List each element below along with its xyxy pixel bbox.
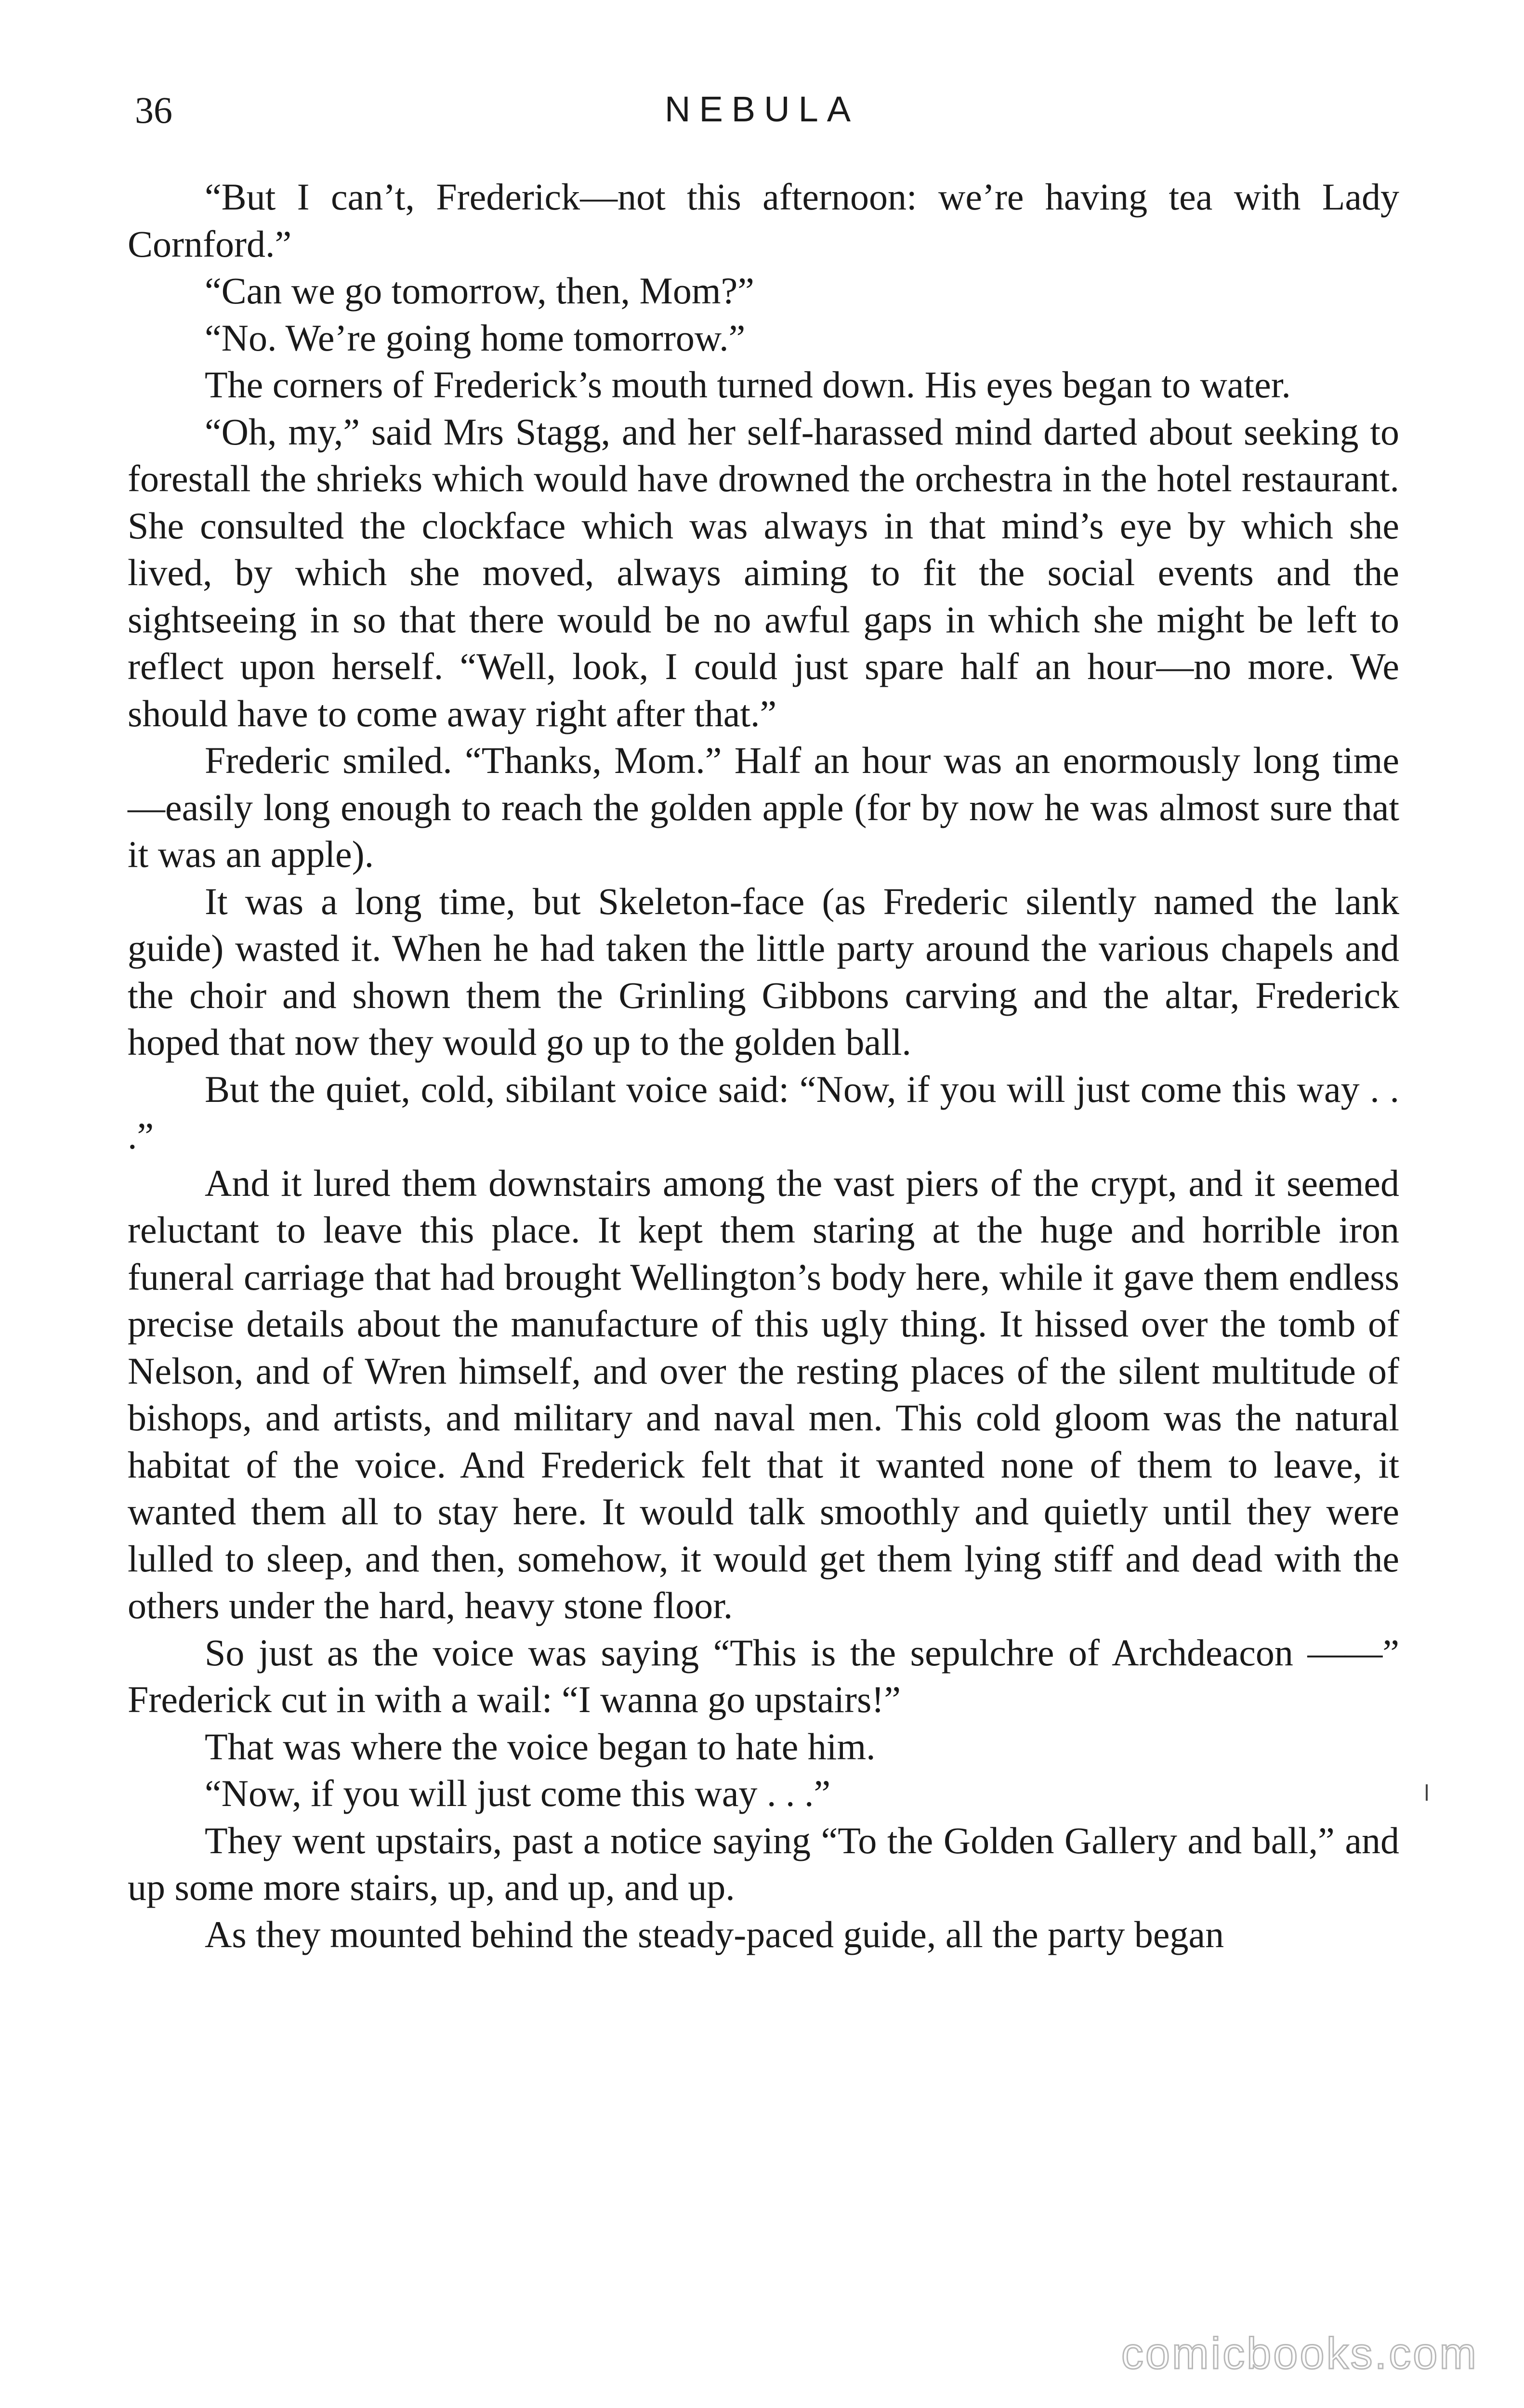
paragraph: “But I can’t, Frederick—not this afternoon: we’re having tea with Lady Cornford.” <box>128 176 1399 265</box>
paragraph: “Now, if you will just come this way . . .” <box>205 1772 831 1814</box>
paragraph: “No. We’re going home tomorrow.” <box>205 316 746 359</box>
paragraph: As they mounted behind the steady-paced guide, all the party began <box>205 1913 1224 1955</box>
paragraph: “Can we go tomorrow, then, Mom?” <box>205 270 754 312</box>
body-text <box>128 173 1399 1958</box>
paragraph: And it lured them downstairs among the vast piers of the crypt, and it seemed reluctant to leave this place. It kept them staring at the huge and horrible iron funeral carriage that had brought Wellington’s body here, while it gave them endless precise details about the manufacture of this ugly thing. It hissed over the tomb of Nelson, and of Wren himself, and over the resting places of the silent multitude of bishops, and artists, and military and naval men. This cold gloom was the natural habitat of the voice. And Frederick felt that it wanted none of them to leave, it wanted them all to stay here. It would talk smoothly and quietly until they were lulled to sleep, and then, somehow, it would get them lying stiff and dead with the others under the hard, heavy stone floor. <box>128 1162 1399 1626</box>
paragraph: Frederic smiled. “Thanks, Mom.” Half an hour was an enormously long time—easily long enough to reach the golden apple (for by now he was almost sure that it was an apple). <box>128 739 1399 875</box>
watermark-text: comicbooks.com <box>1121 2329 1478 2378</box>
paragraph: They went upstairs, past a notice saying “To the Golden Gallery and ball,” and up some more stairs, up, and up, and up. <box>128 1819 1399 1908</box>
paragraph: It was a long time, but Skeleton-face (as Frederic silently named the lank guide) wasted it. When he had taken the little party around the various chapels and the choir and shown them the Grinling Gibbons carving and the altar, Frederick hoped that now they would go up to the golden ball. <box>128 880 1399 1063</box>
paragraph: “Oh, my,” said Mrs Stagg, and her self-harassed mind darted about seeking to forestall the shrieks which would have drowned the orchestra in the hotel restaurant. She consulted the clockface which was always in that mind’s eye by which she lived, by which she moved, always aiming to fit the social events and the sightseeing in so that there would be no awful gaps in which she might be left to reflect upon herself. “Well, look, I could just spare half an hour—no more. We should have to come away right after that.” <box>128 410 1399 734</box>
paragraph: The corners of Frederick’s mouth turned down. His eyes began to water. <box>205 364 1291 406</box>
paragraph: That was where the voice began to hate him. <box>205 1725 876 1767</box>
page-number: 36 <box>135 89 172 131</box>
paragraph: So just as the voice was saying “This is the sepulchre of Archdeacon ——” Frederick cut in with a wail: “I wanna go upstairs!” <box>128 1631 1399 1720</box>
paragraph: But the quiet, cold, sibilant voice said: “Now, if you will just come this way . . .” <box>128 1068 1399 1157</box>
margin-mark <box>1426 1784 1428 1801</box>
running-title: NEBULA <box>665 89 860 129</box>
